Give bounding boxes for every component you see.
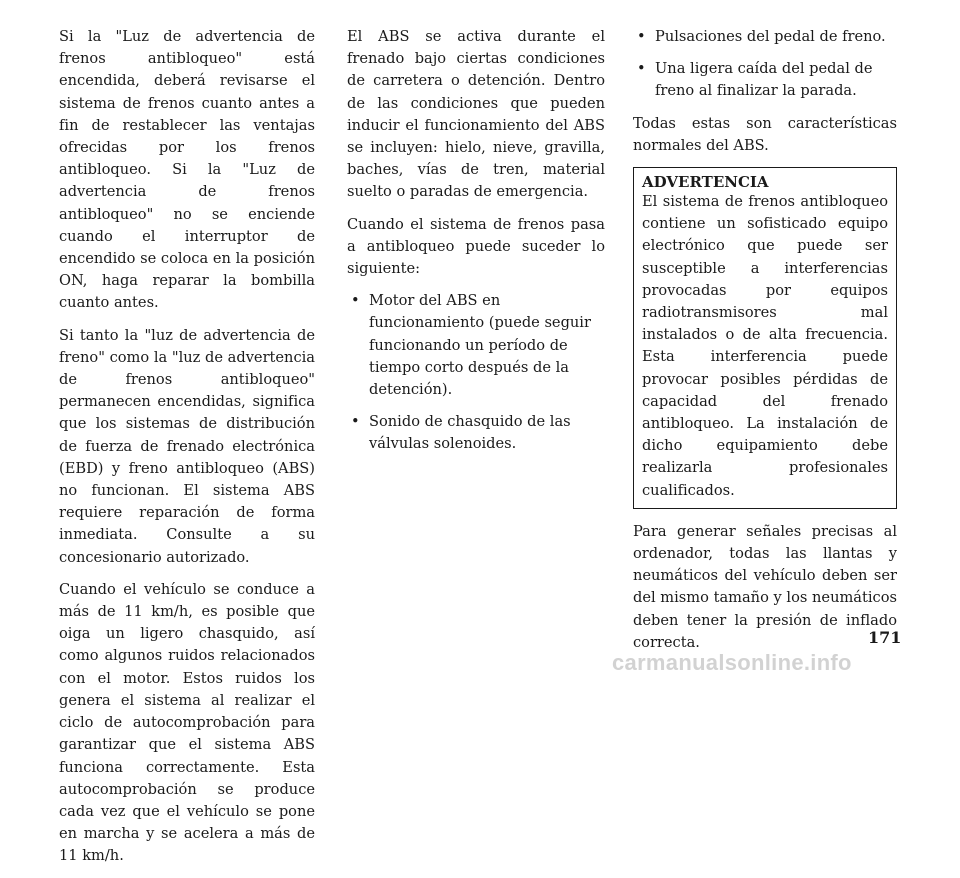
page-number: 171 [868, 628, 902, 647]
paragraph-self-check: Cuando el vehículo se conduce a más de 11 km/h, es posible que oiga un ligero chasquido, así como algunos ruidos relacionados con el motor. Estos ruidos los genera el sistema al realizar el ciclo de autocomprobación para garantizar que el sistema ABS funciona correctamente. Esta autocomprobación se produce cada vez que el vehículo se pone en marcha y se acelera a más de 11 km/h. [59, 580, 315, 865]
abs-effects-list [347, 290, 605, 455]
abs-effects-list-continued [633, 26, 897, 103]
paragraph-abs-effects-intro: Cuando el sistema de frenos pasa a antibloqueo puede suceder lo siguiente: [347, 215, 605, 278]
watermark: carmanualsonline.info [612, 650, 852, 675]
paragraph-abs-activation: El ABS se activa durante el frenado bajo ciertas condiciones de carretera o detención. Dentro de las condiciones que pueden inducir el funcionamiento del ABS se incluyen: hielo, nieve, gravilla, baches, vías de tren, material suelto o paradas de emergencia. [347, 28, 605, 201]
paragraph-tire-requirements: Para generar señales precisas al ordenador, todas las llantas y neumáticos del vehículo deben ser del mismo tamaño y los neumáticos deben tener la presión de inflado correcta. [633, 522, 897, 651]
paragraph-abs-warning-light: Si la "Luz de advertencia de frenos antibloqueo" está encendida, deberá revisarse el sistema de frenos cuanto antes a fin de restablecer las ventajas ofrecidas por los frenos antibloqueo. Si la "Luz de advertencia de frenos antibloqueo" no se enciende cuando el interruptor de encendido se coloca en la posición ON, haga reparar la bombilla cuanto antes. [59, 28, 315, 312]
warning-text: El sistema de frenos antibloqueo contiene un sofisticado equipo electrónico que puede ser susceptible a interferencias provocadas por equipos radiotransmisores mal instalados o de alta frecuencia. Esta interferencia puede provocar posibles pérdidas de capacidad del frenado antibloqueo. La instalación de dicho equipamiento debe realizarla profesionales cualificados. [642, 193, 888, 499]
paragraph-normal-characteristics: Todas estas son características normales del ABS. [633, 114, 897, 154]
paragraph-ebd-abs-failure: Si tanto la "luz de advertencia de freno" como la "luz de advertencia de frenos antibloqueo" permanecen encendidas, significa que los sistemas de distribución de fuerza de frenado electrónica (EBD) y freno antibloqueo (ABS) no funcionan. El sistema ABS requiere reparación de forma inmediata. Consulte a su concesionario autorizado. [59, 326, 315, 566]
list-item: • Sonido de chasquido de las válvulas solenoides. [347, 411, 605, 455]
text-column-1 [59, 26, 315, 878]
warning-title: ADVERTENCIA [642, 173, 769, 192]
warning-box [633, 167, 897, 509]
text-column-2 [347, 26, 605, 466]
text-column-3 [633, 26, 897, 664]
list-item: • Pulsaciones del pedal de freno. [633, 26, 897, 48]
list-item: • Motor del ABS en funcionamiento (puede seguir funcionando un período de tiempo corto después de la detención). [347, 290, 605, 401]
list-item: • Una ligera caída del pedal de freno al finalizar la parada. [633, 58, 897, 102]
